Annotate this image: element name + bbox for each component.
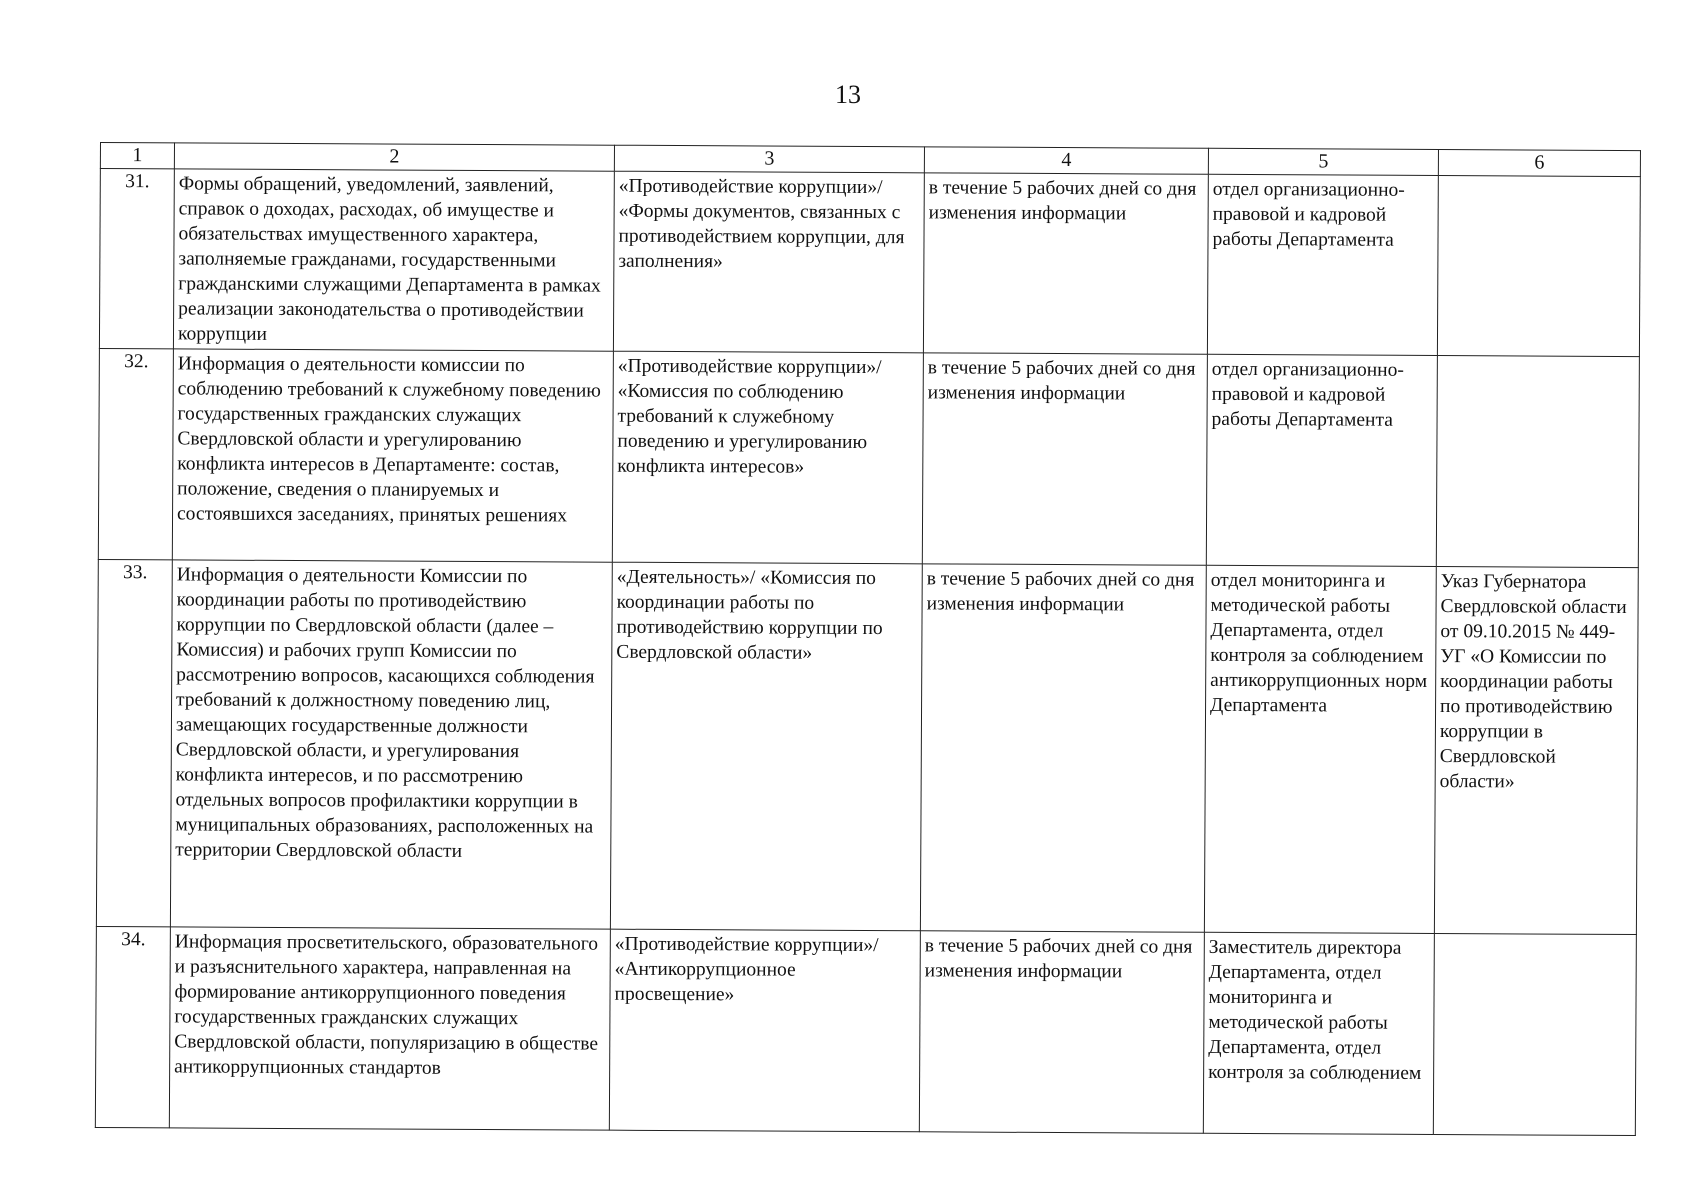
row-number: 34. bbox=[95, 926, 170, 1127]
header-cell-2: 2 bbox=[174, 143, 614, 171]
row-number: 33. bbox=[96, 559, 172, 926]
info-cell: Информация о деятельности Комиссии по координации работы по противодействию коррупции по Свердловской области (далее – Комиссия) и рабочих групп Комиссии по рассмотрению вопросов, касающихся соблюдения требований к должностному поведению лиц, замещающих государственные должности Свердловской области, и урегулирования конфликта интересов, и по рассмотрению отдельных вопросов профилактики коррупции в муниципальных образованиях, расположенных на территории Свердловской области bbox=[170, 560, 612, 929]
info-cell: Формы обращений, уведомлений, заявлений, справок о доходах, расходах, об имуществе и обязательствах имущественного характера, заполняемые гражданами, государственными гражданскими служащими Департамента в рамках реализации законодательства о противодействии коррупции bbox=[173, 169, 614, 351]
table-row bbox=[96, 559, 1638, 934]
basis-cell bbox=[1437, 176, 1640, 357]
info-cell: Информация просветительского, образовательного и разъяснительного характера, направленная на формирование антикоррупционного поведения государственных гражданских служащих Свердловской области, популяризацию в обществе антикоррупционных стандартов bbox=[169, 927, 610, 1130]
basis-cell bbox=[1436, 356, 1639, 568]
term-cell: в течение 5 рабочих дней со дня изменения информации bbox=[920, 564, 1206, 932]
responsible-cell: отдел организационно-правовой и кадровой работы Департамента bbox=[1207, 174, 1438, 355]
header-cell-1: 1 bbox=[100, 143, 174, 169]
responsible-cell: отдел организационно-правовой и кадровой работы Департамента bbox=[1206, 354, 1437, 566]
table-row bbox=[95, 926, 1636, 1135]
document-table bbox=[95, 142, 1641, 1136]
header-cell-6: 6 bbox=[1438, 150, 1640, 177]
section-cell: «Противодействие коррупции»/ «Комиссия по соблюдению требований к служебному поведению и урегулированию конфликта интересов» bbox=[612, 351, 923, 564]
section-cell: «Противодействие коррупции»/ «Формы документов, связанных с противодействием коррупции, для заполнения» bbox=[613, 171, 924, 353]
row-number: 32. bbox=[98, 348, 173, 559]
responsible-cell: Заместитель директора Департамента, отдел мониторинга и методической работы Департамента, отдел контроля за соблюдением bbox=[1203, 932, 1434, 1134]
table-row bbox=[99, 169, 1640, 357]
document-table-container bbox=[95, 142, 1640, 1136]
responsible-cell: отдел мониторинга и методической работы Департамента, отдел контроля за соблюдением антикоррупционных норм Департамента bbox=[1204, 565, 1436, 933]
header-cell-5: 5 bbox=[1208, 148, 1438, 175]
section-cell: «Деятельность»/ «Комиссия по координации работы по противодействию коррупции по Свердловской области» bbox=[610, 562, 922, 931]
section-cell: «Противодействие коррупции»/ «Антикоррупционное просвещение» bbox=[609, 929, 920, 1132]
basis-cell bbox=[1433, 933, 1636, 1135]
row-number: 31. bbox=[99, 169, 174, 349]
term-cell: в течение 5 рабочих дней со дня изменения информации bbox=[923, 173, 1208, 354]
page-number: 13 bbox=[835, 80, 861, 109]
table-row bbox=[98, 348, 1639, 567]
term-cell: в течение 5 рабочих дней со дня изменения информации bbox=[919, 931, 1204, 1133]
header-cell-4: 4 bbox=[924, 147, 1208, 174]
term-cell: в течение 5 рабочих дней со дня изменения информации bbox=[922, 353, 1207, 565]
info-cell: Информация о деятельности комиссии по соблюдению требований к служебному поведению государственных гражданских служащих Свердловской области и урегулированию конфликта интересов в Департаменте: состав, положение, сведения о планируемых и состоявшихся заседаниях, принятых решениях bbox=[172, 349, 613, 562]
header-cell-3: 3 bbox=[614, 145, 924, 173]
basis-cell: Указ Губернатора Свердловской области от 09.10.2015 № 449-УГ «О Комиссии по координации работы по противодействию коррупции в Свердловской области» bbox=[1434, 567, 1638, 935]
